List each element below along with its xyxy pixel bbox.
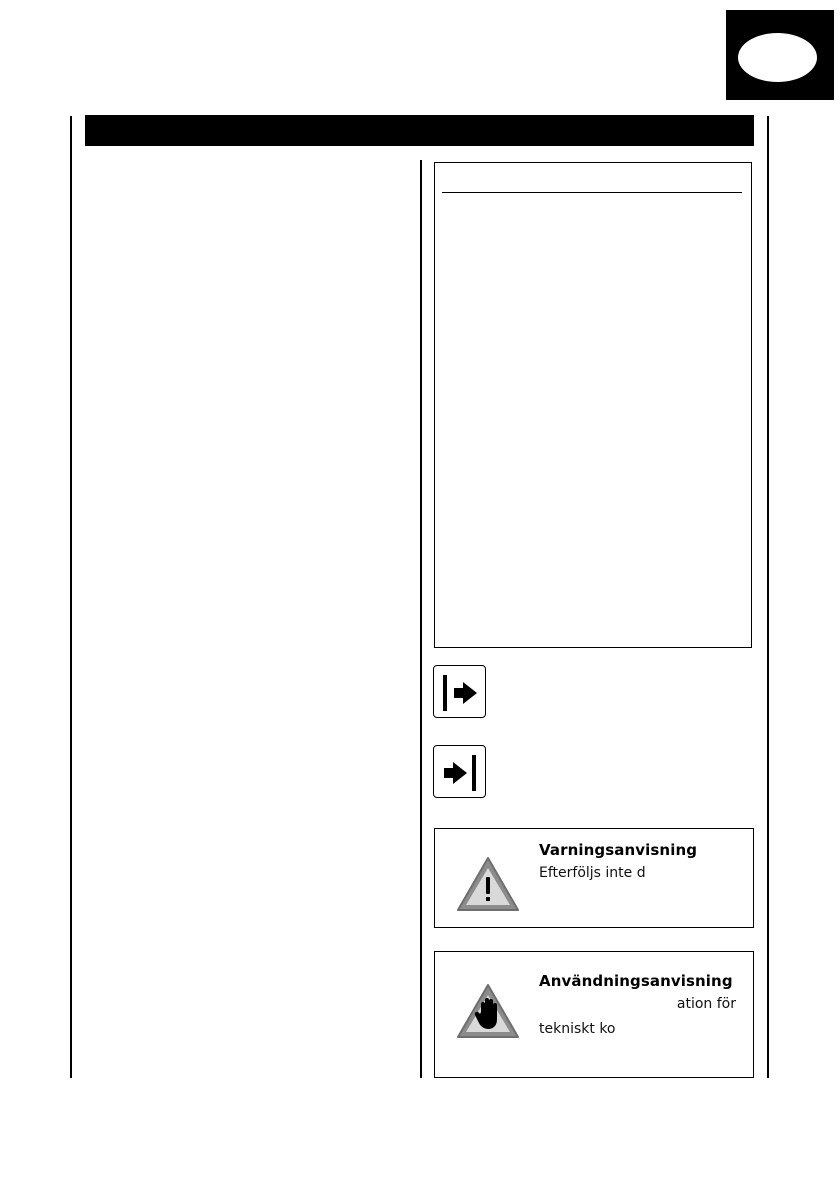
instruction-notice xyxy=(434,951,754,1078)
header-bar xyxy=(85,115,754,146)
info-box xyxy=(434,162,752,648)
arrow-then-bar-icon xyxy=(433,745,486,798)
instruction-text-line2: tekniskt ko xyxy=(539,1021,616,1037)
bar-then-arrow-icon xyxy=(433,665,486,718)
warning-triangle-hand-icon xyxy=(455,982,521,1040)
instruction-title: Användningsanvisning xyxy=(539,972,733,990)
right-margin-rule xyxy=(767,116,769,1078)
warning-text: Efterföljs inte d xyxy=(539,865,646,881)
warning-triangle-exclamation-icon xyxy=(455,855,521,913)
instruction-text-line1: ation för xyxy=(676,996,736,1012)
left-margin-rule xyxy=(70,116,72,1078)
warning-notice xyxy=(434,828,754,928)
oval-tab-icon xyxy=(738,33,817,82)
warning-title: Varningsanvisning xyxy=(539,841,698,859)
column-divider xyxy=(420,160,422,1078)
info-box-rule xyxy=(442,192,742,193)
